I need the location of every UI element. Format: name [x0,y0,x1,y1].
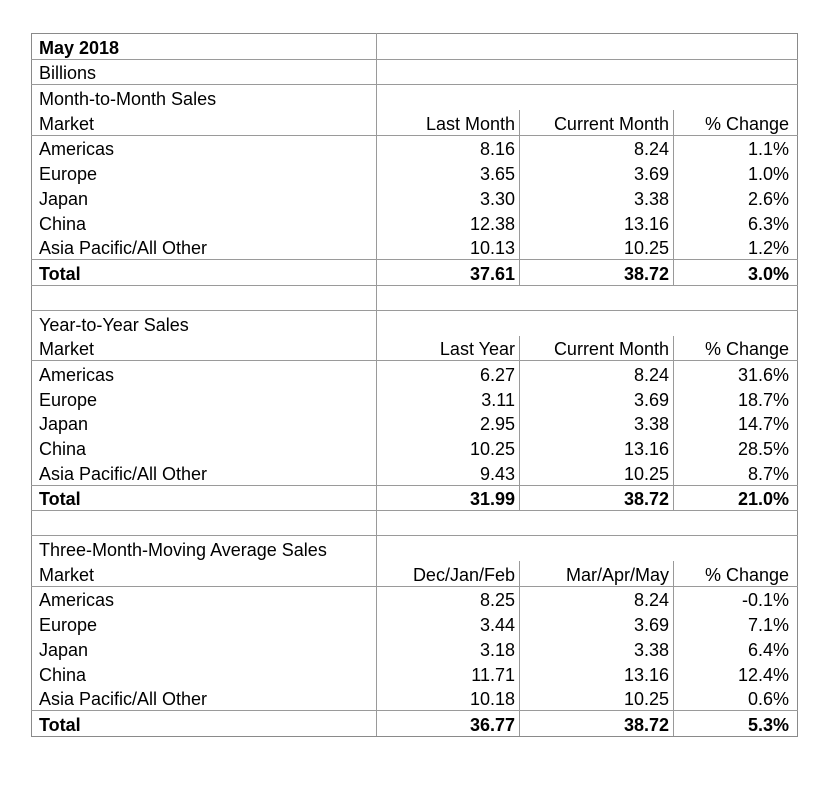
table-row [32,435,798,460]
table-row [32,135,798,160]
percent-change: -0.1% [674,586,798,611]
column-header-row [32,336,798,361]
market-name: China [32,210,377,235]
table-row [32,686,798,711]
market-name: Europe [32,160,377,185]
previous-value: 3.65 [377,160,520,185]
market-name: Asia Pacific/All Other [32,460,377,485]
section-title-row [32,536,798,561]
total-current: 38.72 [520,485,674,511]
column-header-previous: Last Month [377,110,520,135]
market-name: Japan [32,636,377,661]
table-row [32,611,798,636]
units-label: Billions [32,59,377,85]
current-value: 13.16 [520,661,674,686]
percent-change: 6.3% [674,210,798,235]
total-label: Total [32,711,377,737]
current-value: 3.38 [520,185,674,210]
units-row [32,59,798,85]
column-header-previous: Dec/Jan/Feb [377,561,520,586]
market-name: Americas [32,361,377,386]
percent-change: 28.5% [674,435,798,460]
column-header-row [32,110,798,135]
market-name: China [32,661,377,686]
current-value: 3.69 [520,160,674,185]
current-value: 3.38 [520,411,674,436]
total-change: 21.0% [674,485,798,511]
market-name: Asia Pacific/All Other [32,235,377,260]
table-row [32,361,798,386]
previous-value: 10.13 [377,235,520,260]
market-name: China [32,435,377,460]
previous-value: 9.43 [377,460,520,485]
total-previous: 37.61 [377,260,520,286]
total-previous: 31.99 [377,485,520,511]
percent-change: 8.7% [674,460,798,485]
table-row [32,411,798,436]
table-row [32,636,798,661]
current-value: 8.24 [520,135,674,160]
report-title: May 2018 [32,34,377,60]
spacer-row [32,285,798,310]
total-change: 5.3% [674,711,798,737]
table-row [32,460,798,485]
percent-change: 1.2% [674,235,798,260]
empty-cell [377,34,798,60]
sales-table [31,33,798,737]
percent-change: 14.7% [674,411,798,436]
empty-cell [32,285,377,310]
empty-cell [377,59,798,85]
column-header-current: Current Month [520,110,674,135]
total-label: Total [32,260,377,286]
market-name: Americas [32,586,377,611]
column-header-change: % Change [674,110,798,135]
column-header-current: Mar/Apr/May [520,561,674,586]
percent-change: 1.1% [674,135,798,160]
total-change: 3.0% [674,260,798,286]
previous-value: 3.18 [377,636,520,661]
percent-change: 0.6% [674,686,798,711]
title-row [32,34,798,60]
section-title-row [32,310,798,335]
percent-change: 2.6% [674,185,798,210]
section-title: Three-Month-Moving Average Sales [32,536,377,561]
previous-value: 10.25 [377,435,520,460]
table-row [32,586,798,611]
market-name: Americas [32,135,377,160]
total-label: Total [32,485,377,511]
total-row [32,260,798,286]
current-value: 8.24 [520,586,674,611]
previous-value: 11.71 [377,661,520,686]
market-name: Japan [32,185,377,210]
column-header-market: Market [32,110,377,135]
previous-value: 3.11 [377,386,520,411]
total-row [32,485,798,511]
column-header-current: Current Month [520,336,674,361]
current-value: 13.16 [520,435,674,460]
column-header-change: % Change [674,561,798,586]
empty-cell [377,285,798,310]
spacer-row [32,511,798,536]
total-current: 38.72 [520,260,674,286]
empty-cell [377,85,798,110]
previous-value: 8.16 [377,135,520,160]
previous-value: 12.38 [377,210,520,235]
current-value: 10.25 [520,686,674,711]
previous-value: 6.27 [377,361,520,386]
percent-change: 6.4% [674,636,798,661]
total-current: 38.72 [520,711,674,737]
current-value: 3.69 [520,611,674,636]
percent-change: 1.0% [674,160,798,185]
total-row [32,711,798,737]
current-value: 10.25 [520,235,674,260]
table-row [32,661,798,686]
previous-value: 2.95 [377,411,520,436]
previous-value: 10.18 [377,686,520,711]
table-row [32,235,798,260]
current-value: 3.69 [520,386,674,411]
percent-change: 12.4% [674,661,798,686]
current-value: 13.16 [520,210,674,235]
previous-value: 3.44 [377,611,520,636]
current-value: 3.38 [520,636,674,661]
market-name: Europe [32,386,377,411]
table-row [32,386,798,411]
market-name: Japan [32,411,377,436]
percent-change: 31.6% [674,361,798,386]
column-header-market: Market [32,336,377,361]
section-title-row [32,85,798,110]
empty-cell [377,536,798,561]
current-value: 8.24 [520,361,674,386]
empty-cell [32,511,377,536]
market-name: Europe [32,611,377,636]
column-header-row [32,561,798,586]
percent-change: 18.7% [674,386,798,411]
column-header-previous: Last Year [377,336,520,361]
previous-value: 3.30 [377,185,520,210]
total-previous: 36.77 [377,711,520,737]
column-header-market: Market [32,561,377,586]
current-value: 10.25 [520,460,674,485]
empty-cell [377,310,798,335]
section-title: Month-to-Month Sales [32,85,377,110]
column-header-change: % Change [674,336,798,361]
empty-cell [377,511,798,536]
previous-value: 8.25 [377,586,520,611]
table-row [32,185,798,210]
section-title: Year-to-Year Sales [32,310,377,335]
table-row [32,160,798,185]
market-name: Asia Pacific/All Other [32,686,377,711]
table-row [32,210,798,235]
percent-change: 7.1% [674,611,798,636]
